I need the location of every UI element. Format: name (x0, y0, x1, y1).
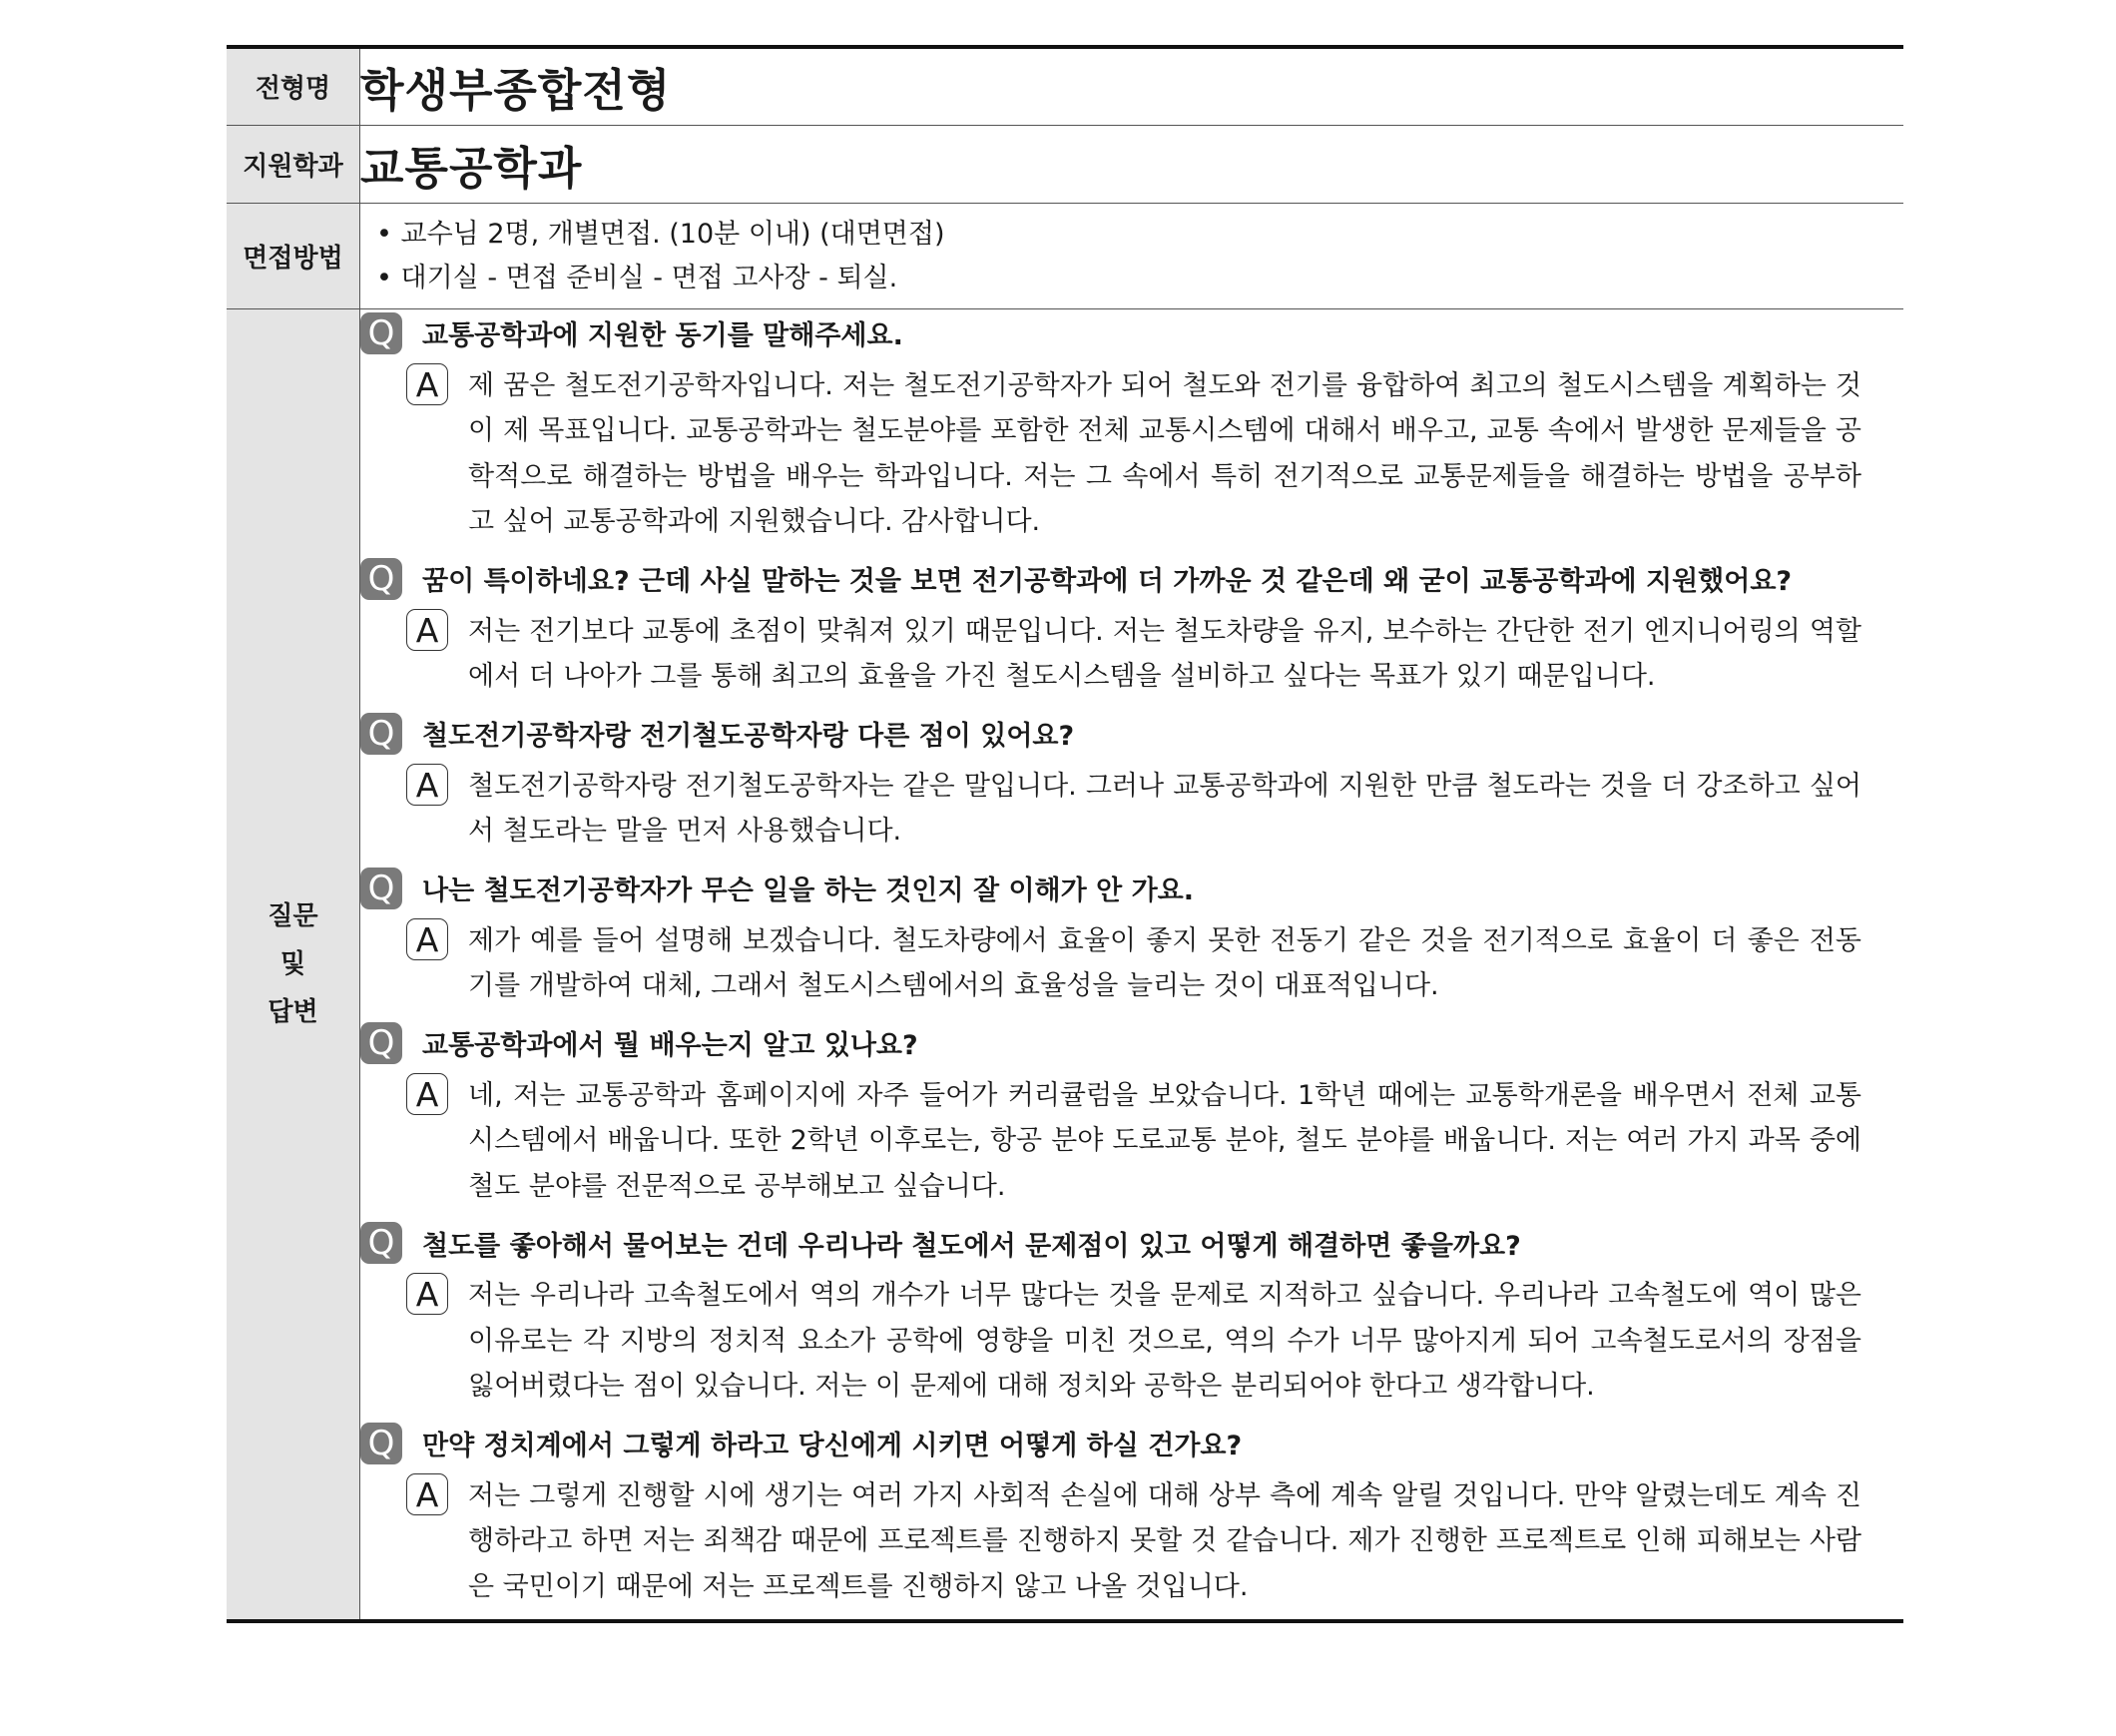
answer-row (406, 363, 1903, 545)
question-text: 철도전기공학자랑 전기철도공학자랑 다른 점이 있어요? (422, 721, 1075, 752)
answer-row (406, 1073, 1903, 1210)
answer-badge: A (406, 1273, 448, 1315)
row-admission-type (227, 47, 1903, 125)
question-badge: Q (360, 868, 402, 909)
question-text: 철도를 좋아해서 물어보는 건데 우리나라 철도에서 문제점이 있고 어떻게 해결하면 좋을까요? (422, 1230, 1521, 1262)
answer-text: 네, 저는 교통공학과 홈페이지에 자주 들어가 커리큘럼을 보았습니다. 1학년 때에는 교통학개론을 배우면서 전체 교통시스템에서 배웁니다. 또한 2학년 이후로는, 항공 분야 도로교통 분야, 철도 분야를 배웁니다. 저는 여러 가지 과목 중에 철도 분야를 전문적으로 공부해보고 싶습니다. (468, 1079, 1861, 1202)
department-label: 지원학과 (227, 125, 360, 203)
admission-type-label: 전형명 (227, 47, 360, 125)
admission-type-value: 학생부종합전형 (360, 64, 672, 118)
question-row (360, 1219, 1903, 1267)
answer-text: 제 꿈은 철도전기공학자입니다. 저는 철도전기공학자가 되어 철도와 전기를 융합하여 최고의 철도시스템을 계획하는 것이 제 목표입니다. 교통공학과는 철도분야를 포함한 전체 교통시스템에 대해서 배우고, 교통 속에서 발생한 문제들을 공학적으로 해결하는 방법을 배우는 학과입니다. 저는 그 속에서 특히 전기적으로 교통문제들을 해결하는 방법을 공부하고 싶어 교통공학과에 지원했습니다. 감사합니다. (468, 369, 1861, 537)
answer-badge: A (406, 918, 448, 960)
answer-text: 제가 예를 들어 설명해 보겠습니다. 철도차량에서 효율이 좋지 못한 전동기 같은 것을 전기적으로 효율이 더 좋은 전동기를 개발하여 대체, 그래서 철도시스템에서의 효율성을 늘리는 것이 대표적입니다. (468, 924, 1861, 1001)
row-qa (227, 308, 1903, 1621)
answer-badge: A (406, 1473, 448, 1515)
question-row (360, 1420, 1903, 1467)
answer-text: 저는 전기보다 교통에 초점이 맞춰져 있기 때문입니다. 저는 철도차량을 유지, 보수하는 간단한 전기 엔지니어링의 역할에서 더 나아가 그를 통해 최고의 효율을 가진 철도시스템을 설비하고 싶다는 목표가 있기 때문입니다. (468, 615, 1861, 692)
question-badge: Q (360, 1423, 402, 1464)
question-text: 나는 철도전기공학자가 무슨 일을 하는 것인지 잘 이해가 안 가요. (422, 875, 1194, 906)
answer-badge: A (406, 363, 448, 405)
question-row (360, 1019, 1903, 1067)
question-row (360, 865, 1903, 912)
row-department (227, 125, 1903, 203)
question-text: 교통공학과에 지원한 동기를 말해주세요. (422, 320, 903, 351)
method-item: • 교수님 2명, 개별면접. (10분 이내) (대면면접) (376, 213, 1903, 257)
row-interview-method (227, 203, 1903, 308)
question-text: 꿈이 특이하네요? 근데 사실 말하는 것을 보면 전기공학과에 더 가까운 것 같은데 왜 굳이 교통공학과에 지원했어요? (422, 566, 1793, 597)
question-text: 교통공학과에서 뭘 배우는지 알고 있나요? (422, 1030, 918, 1061)
question-row (360, 309, 1903, 357)
answer-text: 저는 우리나라 고속철도에서 역의 개수가 너무 많다는 것을 문제로 지적하고 싶습니다. 우리나라 고속철도에 역이 많은 이유로는 각 지방의 정치적 요소가 공학에 영향을 미친 것으로, 역의 수가 너무 많아지게 되어 고속철도로서의 장점을 잃어버렸다는 점이 있습니다. 저는 이 문제에 대해 정치와 공학은 분리되어야 한다고 생각합니다. (468, 1280, 1861, 1402)
interview-method-label: 면접방법 (227, 203, 360, 308)
question-badge: Q (360, 1022, 402, 1064)
department-value: 교통공학과 (360, 141, 583, 195)
answer-badge: A (406, 764, 448, 806)
question-badge: Q (360, 713, 402, 755)
qa-section (360, 308, 1904, 1621)
qa-label: 질문 및 답변 (227, 308, 360, 1621)
question-badge: Q (360, 312, 402, 354)
answer-badge: A (406, 609, 448, 651)
answer-row (406, 918, 1903, 1009)
interview-sheet (227, 45, 1903, 1623)
question-text: 만약 정치계에서 그렇게 하라고 당신에게 시키면 어떻게 하실 건가요? (422, 1431, 1243, 1461)
answer-text: 철도전기공학자랑 전기철도공학자는 같은 말입니다. 그러나 교통공학과에 지원한 만큼 철도라는 것을 더 강조하고 싶어서 철도라는 말을 먼저 사용했습니다. (468, 770, 1861, 847)
interview-table (227, 45, 1903, 1623)
question-row (360, 555, 1903, 603)
question-badge: Q (360, 1222, 402, 1264)
answer-row (406, 1473, 1903, 1610)
question-badge: Q (360, 558, 402, 600)
method-item: • 대기실 - 면접 준비실 - 면접 고사장 - 퇴실. (376, 257, 1903, 300)
answer-row (406, 764, 1903, 855)
answer-row (406, 609, 1903, 700)
answer-text: 저는 그렇게 진행할 시에 생기는 여러 가지 사회적 손실에 대해 상부 측에 계속 알릴 것입니다. 만약 알렸는데도 계속 진행하라고 하면 저는 죄책감 때문에 프로젝트를 진행하지 못할 것 같습니다. 제가 진행한 프로젝트로 인해 피해보는 사람은 국민이기 때문에 저는 프로젝트를 진행하지 않고 나올 것입니다. (468, 1479, 1861, 1602)
answer-badge: A (406, 1073, 448, 1115)
answer-row (406, 1273, 1903, 1410)
interview-method-list (376, 205, 1903, 306)
question-row (360, 710, 1903, 758)
